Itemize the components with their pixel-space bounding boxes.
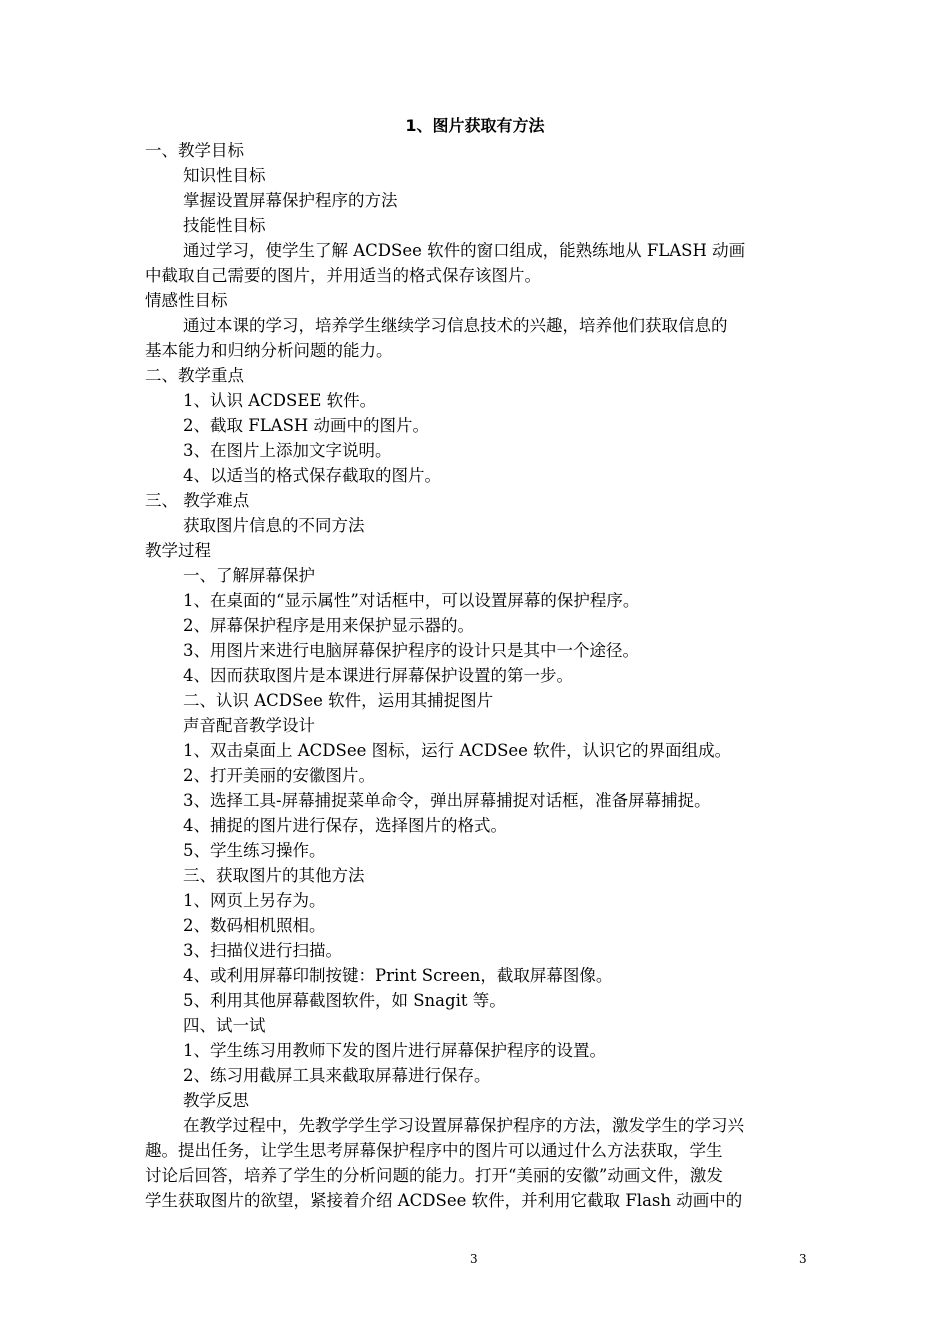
text-line: 4、捕捉的图片进行保存，选择图片的格式。 [183, 816, 507, 835]
text-line: 2、截取 FLASH 动画中的图片。 [183, 416, 430, 435]
text-line: 1、学生练习用教师下发的图片进行屏幕保护程序的设置。 [183, 1041, 606, 1060]
text-line: 二、教学重点 [145, 366, 244, 385]
text-line: 学生获取图片的欲望，紧接着介绍 ACDSee 软件，并利用它截取 Flash 动画中的 [145, 1191, 743, 1210]
text-line: 趣。提出任务，让学生思考屏幕保护程序中的图片可以通过什么方法获取，学生 [145, 1141, 723, 1160]
page-number-center: 3 [470, 1252, 478, 1266]
text-line: 讨论后回答，培养了学生的分析问题的能力。打开“美丽的安徽”动画文件，激发 [145, 1166, 723, 1185]
text-line: 4、或利用屏幕印制按键：Print Screen，截取屏幕图像。 [183, 966, 613, 985]
text-line: 知识性目标 [183, 166, 266, 185]
text-line: 2、练习用截屏工具来截取屏幕进行保存。 [183, 1066, 491, 1085]
text-line: 3、用图片来进行电脑屏幕保护程序的设计只是其中一个途径。 [183, 641, 639, 660]
text-line: 1、双击桌面上 ACDSee 图标，运行 ACDSee 软件，认识它的界面组成。 [183, 741, 732, 760]
page-number-right: 3 [799, 1252, 807, 1266]
text-line: 1、网页上另存为。 [183, 891, 326, 910]
text-line: 通过本课的学习，培养学生继续学习信息技术的兴趣，培养他们获取信息的 [183, 316, 728, 335]
text-line: 一、了解屏幕保护 [183, 566, 315, 585]
document-title: 1、图片获取有方法 [405, 116, 545, 135]
text-line: 5、利用其他屏幕截图软件，如 Snagit 等。 [183, 991, 506, 1010]
text-line: 在教学过程中，先教学学生学习设置屏幕保护程序的方法，激发学生的学习兴 [183, 1116, 744, 1135]
text-line: 一、教学目标 [145, 141, 244, 160]
text-line: 3、选择工具-屏幕捕捉菜单命令，弹出屏幕捕捉对话框，准备屏幕捕捉。 [183, 791, 711, 810]
text-line: 3、在图片上添加文字说明。 [183, 441, 392, 460]
text-line: 1、认识 ACDSEE 软件。 [183, 391, 377, 410]
text-line: 5、学生练习操作。 [183, 841, 326, 860]
text-line: 基本能力和归纳分析问题的能力。 [145, 341, 393, 360]
text-line: 4、以适当的格式保存截取的图片。 [183, 466, 441, 485]
text-line: 四、试一试 [183, 1016, 266, 1035]
text-line: 通过学习，使学生了解 ACDSee 软件的窗口组成，能熟练地从 FLASH 动画 [183, 241, 746, 260]
text-line: 三、获取图片的其他方法 [183, 866, 365, 885]
text-line: 4、因而获取图片是本课进行屏幕保护设置的第一步。 [183, 666, 573, 685]
text-line: 教学反思 [183, 1091, 249, 1110]
text-line: 三、 教学难点 [145, 491, 250, 510]
text-line: 二、认识 ACDSee 软件，运用其捕捉图片 [183, 691, 494, 710]
text-line: 2、打开美丽的安徽图片。 [183, 766, 375, 785]
text-line: 情感性目标 [145, 291, 228, 310]
text-line: 教学过程 [145, 541, 211, 560]
text-line: 获取图片信息的不同方法 [183, 516, 365, 535]
text-line: 技能性目标 [183, 216, 266, 235]
text-line: 2、数码相机照相。 [183, 916, 326, 935]
text-line: 掌握设置屏幕保护程序的方法 [183, 191, 398, 210]
text-line: 2、屏幕保护程序是用来保护显示器的。 [183, 616, 474, 635]
text-line: 中截取自己需要的图片，并用适当的格式保存该图片。 [145, 266, 541, 285]
text-line: 3、扫描仪进行扫描。 [183, 941, 342, 960]
document-body [145, 138, 807, 1213]
text-line: 声音配音教学设计 [183, 716, 315, 735]
text-line: 1、在桌面的“显示属性”对话框中，可以设置屏幕的保护程序。 [183, 591, 640, 610]
